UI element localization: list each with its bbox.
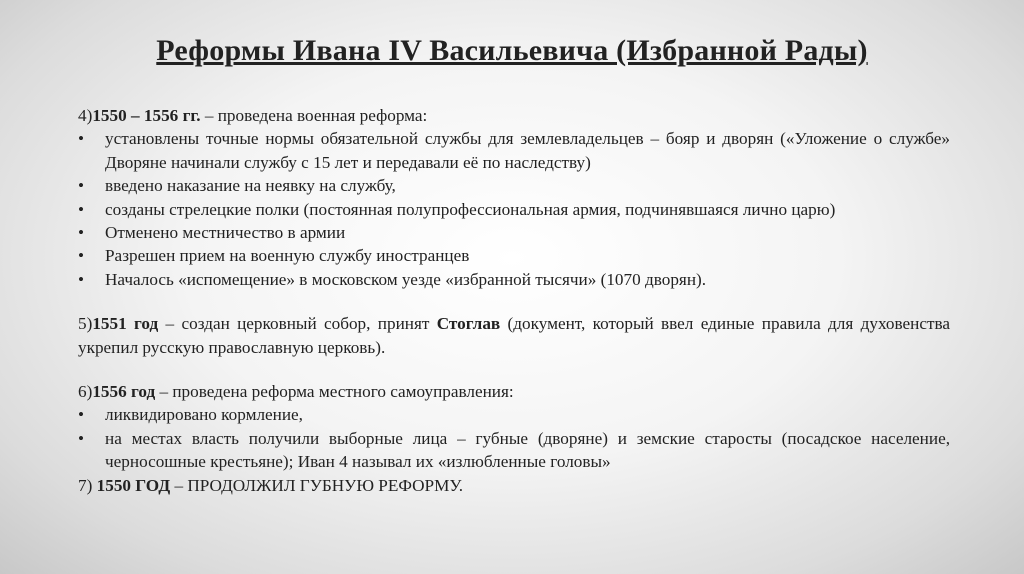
bullet-icon: • xyxy=(78,246,85,266)
section-number: 5) xyxy=(78,314,93,334)
section-text: – ПРОДОЛЖИЛ ГУБНУЮ РЕФОРМУ. xyxy=(170,475,464,495)
section-years: 1551 год xyxy=(92,314,159,334)
list-item xyxy=(78,427,950,474)
list-item-text: созданы стрелецкие полки (постоянная полупрофессиональная армия, подчинявшаяся лично царю) xyxy=(105,199,836,219)
bullet-icon: • xyxy=(78,176,85,196)
bullet-icon: • xyxy=(78,428,85,448)
list-item-text: установлены точные нормы обязательной службы для землевладельцев – бояр и дворян («Уложение о службе» Дворяне начинали службу с 15 лет и передавали её по наследству) xyxy=(105,129,950,172)
section-5-paragraph xyxy=(78,312,950,359)
bullet-icon: • xyxy=(78,129,85,149)
section-text: – проведена реформа местного самоуправления: xyxy=(155,382,514,402)
section-number: 7) xyxy=(78,475,97,495)
document-name: Стоглав xyxy=(436,314,501,334)
bullet-icon: • xyxy=(78,199,85,219)
bullet-icon: • xyxy=(78,405,85,425)
section-6-heading xyxy=(78,380,950,403)
slide-body xyxy=(78,104,950,497)
list-item xyxy=(78,221,950,244)
section-years: 1550 – 1556 гг. xyxy=(92,106,201,125)
slide-title: Реформы Ивана IV Васильевича (Избранной Рады) xyxy=(156,34,868,67)
section-years: 1556 год xyxy=(92,382,156,402)
list-item xyxy=(78,403,950,426)
bullet-icon: • xyxy=(78,269,85,289)
section-number: 4) xyxy=(78,106,93,125)
list-item-text: введено наказание на неявку на службу, xyxy=(105,176,396,196)
list-item xyxy=(78,268,950,291)
list-item-text: Отменено местничество в армии xyxy=(105,223,346,243)
list-item xyxy=(78,198,950,221)
section-years: 1550 ГОД xyxy=(96,475,171,495)
section-7-heading xyxy=(78,474,950,497)
list-item-text: Началось «испомещение» в московском уезде «избранной тысячи» (1070 дворян). xyxy=(105,269,707,289)
list-item xyxy=(78,174,950,197)
list-item xyxy=(78,244,950,267)
list-item-text: Разрешен прием на военную службу иностранцев xyxy=(105,246,470,266)
section-number: 6) xyxy=(78,382,93,402)
list-item-text: ликвидировано кормление, xyxy=(105,405,303,425)
section-text: (документ, который ввел единые правила для духовенства укрепил русскую православную церковь). xyxy=(78,314,950,357)
list-item xyxy=(78,127,950,174)
section-4-heading xyxy=(78,104,950,127)
list-item-text: на местах власть получили выборные лица – губные (дворяне) и земские старосты (посадское население, черносошные крестьяне); Иван 4 называл их «излюбленные головы» xyxy=(105,428,950,472)
bullet-icon: • xyxy=(78,223,85,243)
section-text: – создан церковный собор, принят xyxy=(158,314,437,334)
section-text: – проведена военная реформа: xyxy=(200,106,428,125)
